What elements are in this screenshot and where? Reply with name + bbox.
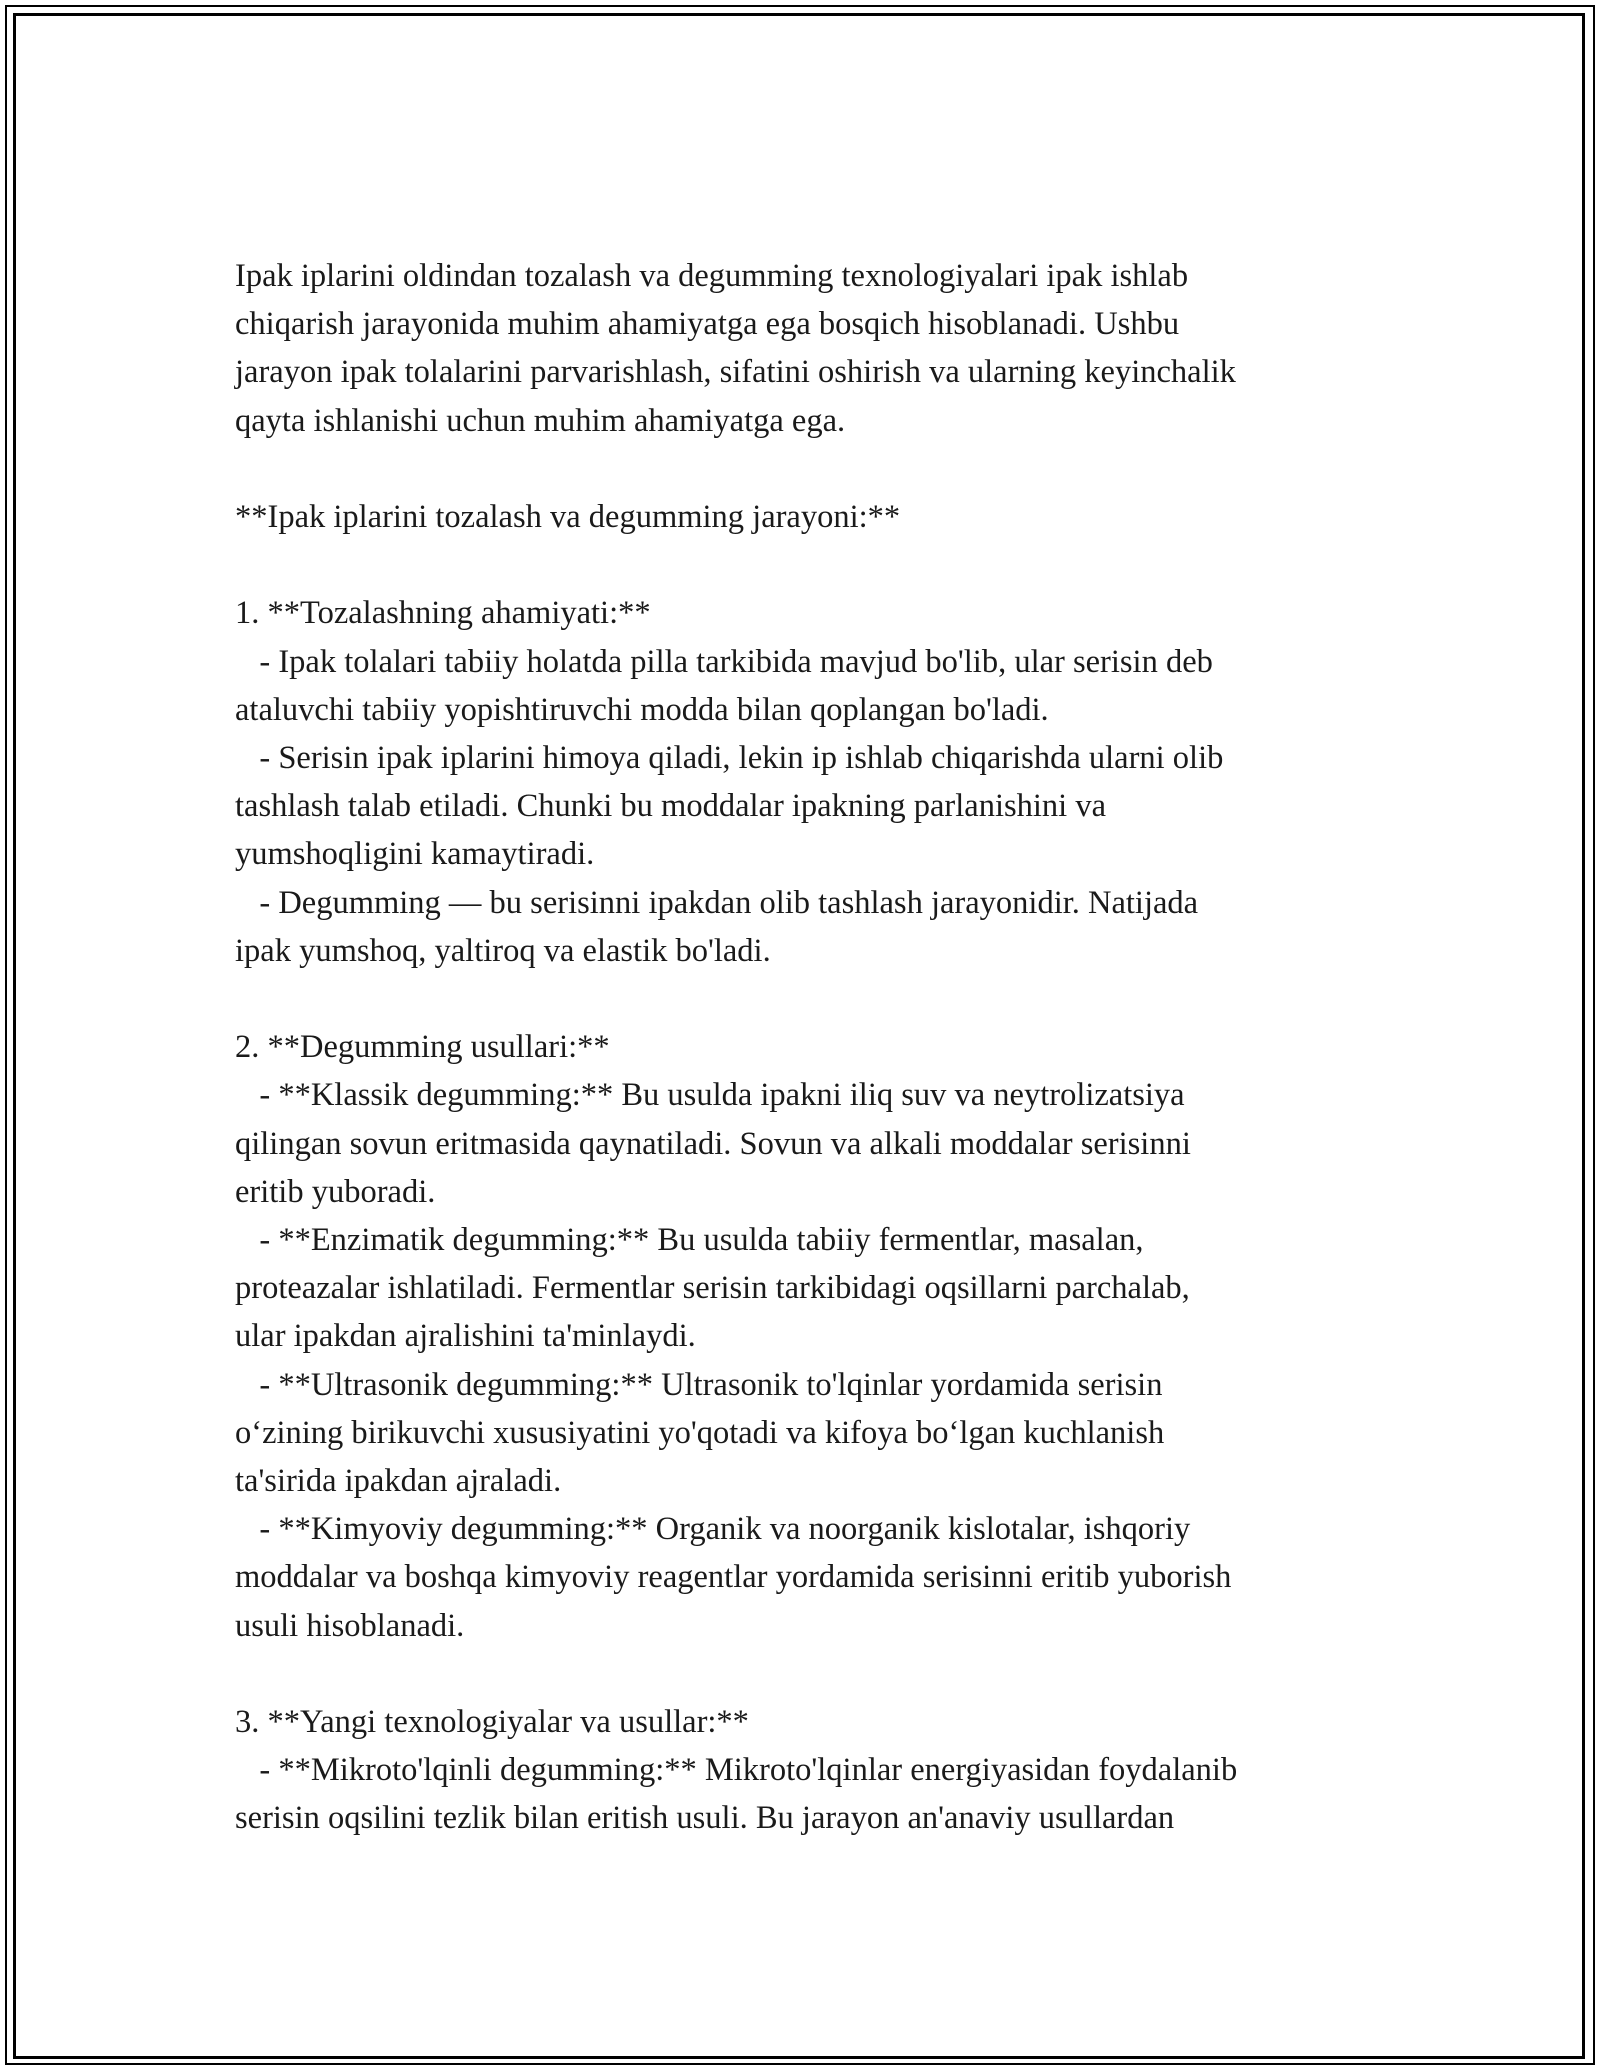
text-line: serisin oqsilini tezlik bilan eritish usuli. Bu jarayon an'anaviy usullardan [235,1800,1175,1837]
text-line: ta'sirida ipakdan ajraladi. [235,1463,562,1500]
text-line: moddalar va boshqa kimyoviy reagentlar yordamida serisinni eritib yuborish [235,1559,1232,1596]
text-line: tashlash talab etiladi. Chunki bu moddalar ipakning parlanishini va [235,788,1106,825]
text-line: eritib yuboradi. [235,1173,436,1210]
text-line: - **Klassik degumming:** Bu usulda ipakni iliq suv va neytrolizatsiya [235,1077,1185,1114]
text-line: 2. **Degumming usullari:** [235,1029,610,1066]
text-line: ipak yumshoq, yaltiroq va elastik bo'ladi. [235,932,771,969]
text-line: - Degumming — bu serisinni ipakdan olib tashlash jarayonidir. Natijada [235,884,1199,921]
text-line: - **Kimyoviy degumming:** Organik va noorganik kislotalar, ishqoriy [235,1511,1191,1548]
text-line: o‘zining birikuvchi xususiyatini yo'qotadi va kifoya bo‘lgan kuchlanish [235,1414,1165,1451]
document-body [235,252,1380,1843]
text-line: ataluvchi tabiiy yopishtiruvchi modda bilan qoplangan bo'ladi. [235,691,1049,728]
text-line: Ipak iplarini oldindan tozalash va degumming texnologiyalari ipak ishlab [235,258,1189,294]
text-line: ular ipakdan ajralishini ta'minlaydi. [235,1318,696,1355]
text-line: - **Mikroto'lqinli degumming:** Mikroto'lqinlar energiyasidan foydalanib [235,1752,1238,1789]
text-line: chiqarish jarayonida muhim ahamiyatga ega bosqich hisoblanadi. Ushbu [235,306,1180,343]
text-line: jarayon ipak tolalarini parvarishlash, sifatini oshirish va ularning keyinchalik [235,354,1236,391]
blank-line [235,1650,1380,1698]
text-line: qilingan sovun eritmasida qaynatiladi. Sovun va alkali moddalar serisinni [235,1125,1191,1162]
text-line: proteazalar ishlatiladi. Fermentlar serisin tarkibidagi oqsillarni parchalab, [235,1270,1190,1307]
text-line: yumshoqligini kamaytiradi. [235,836,595,873]
text-line: - Ipak tolalari tabiiy holatda pilla tarkibida mavjud bo'lib, ular serisin deb [235,643,1213,680]
blank-line [235,975,1380,1023]
text-line: - **Ultrasonik degumming:** Ultrasonik to'lqinlar yordamida serisin [235,1366,1163,1403]
blank-line [235,445,1380,493]
text-line: **Ipak iplarini tozalash va degumming jarayoni:** [235,499,901,535]
text-line: usuli hisoblanadi. [235,1607,465,1644]
text-line: - Serisin ipak iplarini himoya qiladi, lekin ip ishlab chiqarishda ularni olib [235,740,1224,776]
text-line: 3. **Yangi texnologiyalar va usullar:** [235,1704,749,1741]
blank-line [235,541,1380,589]
text-line: qayta ishlanishi uchun muhim ahamiyatga ega. [235,402,846,439]
text-line: 1. **Tozalashning ahamiyati:** [235,595,651,632]
text-line: - **Enzimatik degumming:** Bu usulda tabiiy fermentlar, masalan, [235,1222,1144,1259]
